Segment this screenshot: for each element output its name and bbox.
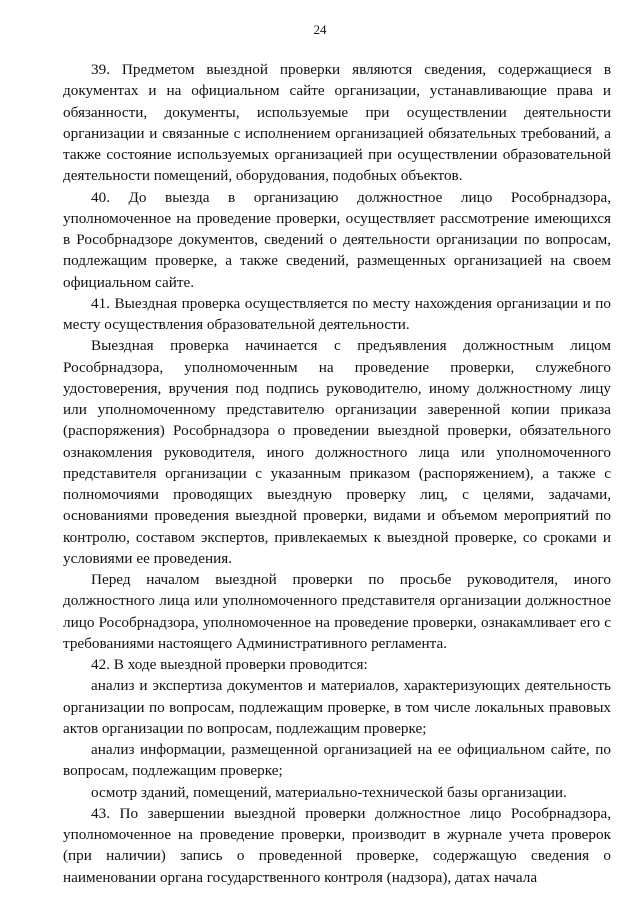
paragraph-43: 43. По завершении выездной проверки должностное лицо Рособрнадзора, уполномоченное на проведение проверки, производит в журнале учета проверок (при наличии) запись о проведенной проверке, содержащую сведения о наименовании органа государственного контроля (надзора), датах начала: [63, 804, 611, 886]
paragraph-42: 42. В ходе выездной проверки проводится:: [91, 656, 368, 673]
paragraph-41-familiarization: Перед началом выездной проверки по просьбе руководителя, иного должностного лица или уполномоченного представителя организации должностное лицо Рособрнадзора, уполномоченное на проведение проверки, ознакамливает его с требованиями настоящего Административного регламента.: [63, 571, 611, 652]
paragraph-42-item-documents: анализ и экспертиза документов и материалов, характеризующих деятельность организации по вопросам, подлежащим проверке, в том числе локальных правовых актов организации по вопросам, подлежащим проверке;: [63, 677, 611, 737]
paragraph-42-item-inspection: осмотр зданий, помещений, материально-технической базы организации.: [91, 783, 567, 801]
paragraph-42-item-website: анализ информации, размещенной организацией на ее официальном сайте, по вопросам, подлежащим проверке;: [63, 741, 611, 780]
paragraph-39: 39. Предметом выездной проверки являются сведения, содержащиеся в документах и на официальном сайте организации, устанавливающие права и обязанности, документы, используемые при осуществлении деятельности организации и связанные с исполнением организацией обязательных требований, а также состояние используемых организацией при осуществлении образовательной деятельности помещений, оборудования, подобных объектов.: [63, 61, 611, 185]
page-number: 24: [313, 22, 327, 37]
paragraph-41-start: Выездная проверка начинается с предъявления должностным лицом Рособрнадзора, уполномоченным на проведение проверки, служебного удостоверения, вручения под подпись руководителю, иному должностному лицу или уполномоченному представителю организации заверенной копии приказа (распоряжения) Рособрнадзора о проведении выездной проверки, обязательного ознакомления руководителя, иного должностного лица или уполномоченного представителя организации с указанным приказом (распоряжением), а также с полномочиями проводящих выездную проверку лиц, с целями, задачами, основаниями проведения выездной проверки, видами и объемом мероприятий по контролю, составом экспертов, привлекаемых к выездной проверке, со сроками и условиями ее проведения.: [63, 337, 611, 567]
document-body: [63, 59, 611, 888]
paragraph-41: 41. Выездная проверка осуществляется по месту нахождения организации и по месту осуществления образовательной деятельности.: [63, 294, 611, 333]
paragraph-40: 40. До выезда в организацию должностное лицо Рособрнадзора, уполномоченное на проведение проверки, осуществляет рассмотрение имеющихся в Рособрнадзоре документов, сведений о деятельности организации по вопросам, подлежащим проверке, а также сведений, размещенных организацией на своем официальном сайте.: [63, 188, 611, 291]
